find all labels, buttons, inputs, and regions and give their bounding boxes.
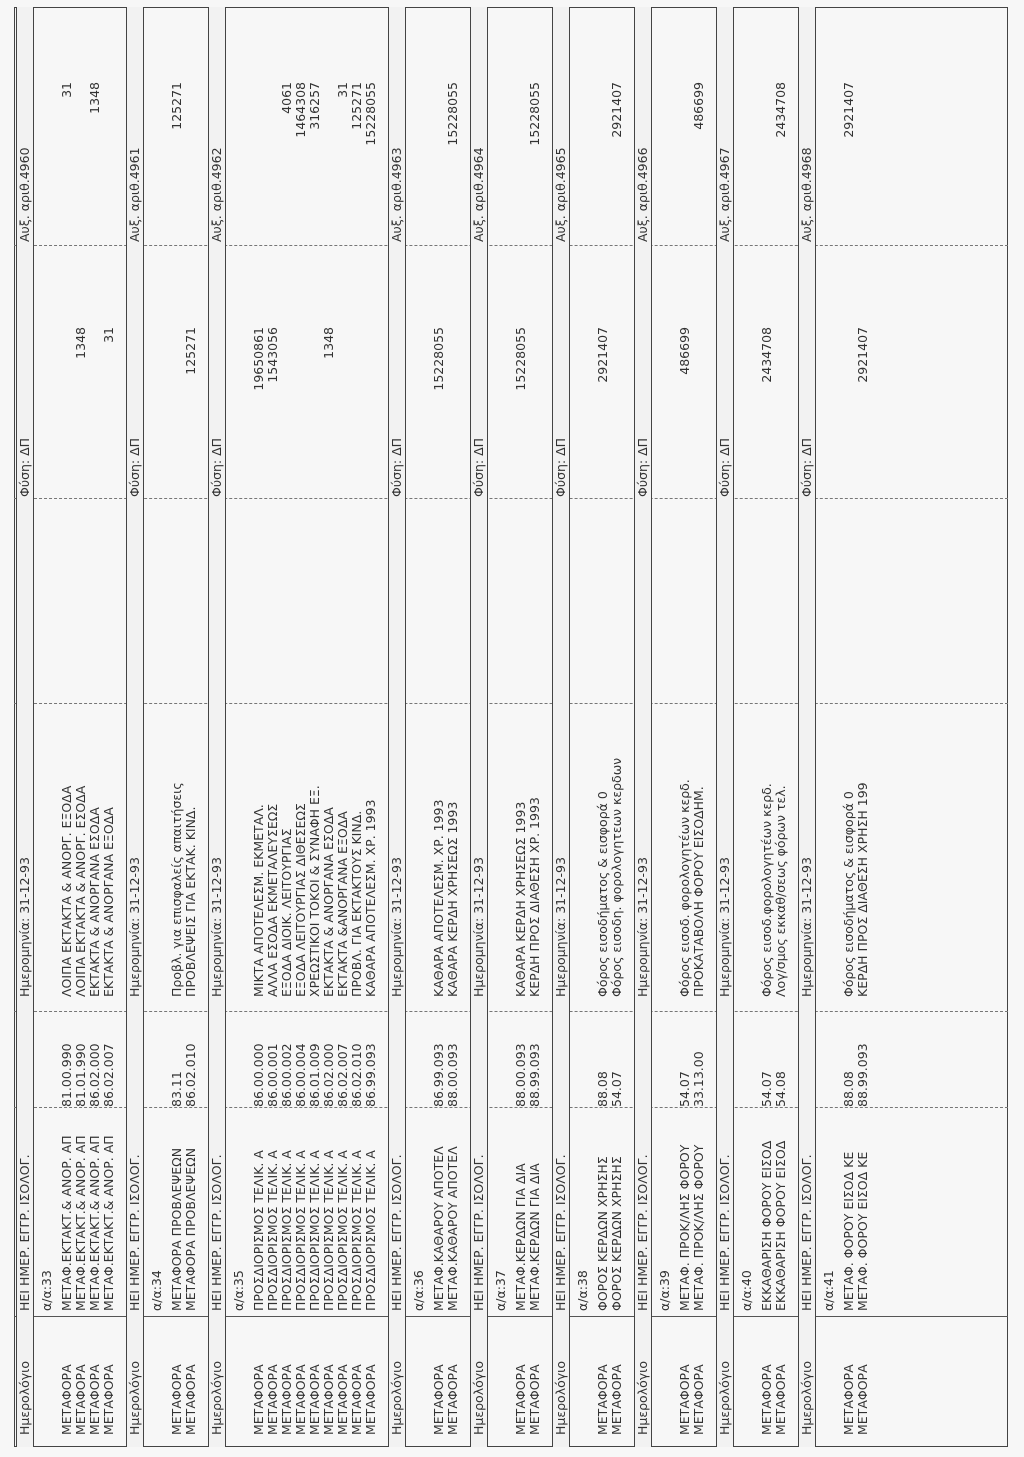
header-col1: Ημερολόγιο [389, 1360, 404, 1435]
column-divider [14, 245, 1008, 246]
entry-journal: ΜΕΤΑΦΟΡΑ [265, 1364, 280, 1435]
entry-credit: 1348 [87, 82, 102, 114]
entry-account: ΚΕΡΔΗ ΠΡΟΣ ΔΙΑΘΕΣΗ ΧΡΗΣΗ 199 [855, 782, 870, 997]
header-date: Ημερομηνία: 31-12-93 [209, 857, 224, 997]
header-nature: Φύση: ΔΠ [635, 437, 650, 497]
entry-code: 88.00.093 [445, 1043, 460, 1107]
entry-debit: 125271 [183, 327, 198, 375]
entry-debit: 1543056 [265, 327, 280, 383]
header-ref: Αυξ. αριθ.4965 [553, 147, 568, 242]
column-divider [14, 498, 1008, 499]
entry-journal: ΜΕΤΑΦΟΡΑ [321, 1364, 336, 1435]
entry-desc: ΜΕΤΑΦ. ΠΡΟΚ/ΛΗΣ ΦΟΡΟΥ [691, 1144, 706, 1311]
entry-journal: ΜΕΤΑΦΟΡΑ [431, 1364, 446, 1435]
entry-code: 54.08 [773, 1071, 788, 1107]
column-divider [14, 1107, 1008, 1108]
entry-desc: ΠΡΟΣΔΙΟΡΙΣΜΟΣ ΤΕΛΙΚ. Α [349, 1150, 364, 1311]
header-date: Ημερομηνία: 31-12-93 [553, 857, 568, 997]
entry-journal: ΜΕΤΑΦΟΡΑ [101, 1364, 116, 1435]
entry-code: 86.00.001 [265, 1043, 280, 1107]
entry-code: 86.00.002 [279, 1043, 294, 1107]
header-col2: ΗΕΙ ΗΜΕΡ. ΕΓΓΡ. ΙΣΟΛΟΓ. [799, 1154, 814, 1311]
entry-account: ΕΚΤΑΚΤΑ &ΑΝΟΡΓΑΝΑ ΕΞΟΔΑ [335, 811, 350, 997]
header-nature: Φύση: ΔΠ [127, 437, 142, 497]
entry-account: Προβλ. για επισφαλείς απαιτήσεις [169, 782, 184, 997]
entry-account: ΕΚΤΑΚΤΑ & ΑΝΟΡΓΑΝΑ ΕΣΟΔΑ [321, 807, 336, 997]
entry-number: α/α:33 [39, 1270, 54, 1311]
entry-code: 86.02.010 [183, 1043, 198, 1107]
entry-code: 86.02.010 [349, 1043, 364, 1107]
entry-code: 86.02.007 [101, 1043, 116, 1107]
entry-desc: ΦΟΡΟΣ ΚΕΡΔΩΝ ΧΡΗΣΗΣ [595, 1156, 610, 1311]
entry-desc: ΜΕΤΑΦ. ΦΟΡΟΥ ΕΙΣΟΔ ΚΕ [855, 1151, 870, 1311]
entry-credit: 31 [59, 82, 74, 98]
entry-desc: ΜΕΤΑΦ. ΠΡΟΚ/ΛΗΣ ΦΟΡΟΥ [677, 1144, 692, 1311]
header-date: Ημερομηνία: 31-12-93 [127, 857, 142, 997]
header-ref: Αυξ. αριθ.4964 [471, 147, 486, 242]
entry-desc: ΜΕΤΑΦ.ΕΚΤΑΚΤ.& ΑΝΟΡ. ΑΠ [87, 1135, 102, 1311]
header-ref: Αυξ. αριθ.4961 [127, 147, 142, 242]
entry-number: α/α:35 [231, 1270, 246, 1311]
header-col2: ΗΕΙ ΗΜΕΡ. ΕΓΓΡ. ΙΣΟΛΟΓ. [209, 1154, 224, 1311]
entry-journal: ΜΕΤΑΦΟΡΑ [855, 1364, 870, 1435]
header-col2: ΗΕΙ ΗΜΕΡ. ΕΓΓΡ. ΙΣΟΛΟΓ. [389, 1154, 404, 1311]
entry-credit: 31 [335, 82, 350, 98]
entry-desc: ΕΚΚΑΘΑΡΙΣΗ ΦΟΡΟΥ ΕΙΣΟΔ [759, 1140, 774, 1311]
entry-desc: ΜΕΤΑΦ.ΚΑΘΑΡΟΥ ΑΠΟΤΕΛ [431, 1146, 446, 1311]
header-date: Ημερομηνία: 31-12-93 [799, 857, 814, 997]
entry-journal: ΜΕΤΑΦΟΡΑ [677, 1364, 692, 1435]
entry-code: 83.11 [169, 1071, 184, 1107]
entry-journal: ΜΕΤΑΦΟΡΑ [307, 1364, 322, 1435]
header-col1: Ημερολόγιο [799, 1360, 814, 1435]
entry-account: ΕΚΤΑΚΤΑ & ΑΝΟΡΓΑΝΑ ΕΣΟΔΑ [87, 807, 102, 997]
entry-desc: ΜΕΤΑΦ.ΕΚΤΑΚΤ.& ΑΝΟΡ. ΑΠ [59, 1135, 74, 1311]
entry-number: α/α:36 [411, 1270, 426, 1311]
entry-account: ΧΡΕΩΣΤΙΚΟΙ ΤΟΚΟΙ & ΣΥΝΑΦΗ ΕΞ. [307, 785, 322, 997]
entry-desc: ΜΕΤΑΦΟΡΑ ΠΡΟΒΛΕΨΕΩΝ [169, 1147, 184, 1311]
entry-code: 88.00.093 [513, 1043, 528, 1107]
entry-desc: ΠΡΟΣΔΙΟΡΙΣΜΟΣ ΤΕΛΙΚ. Α [279, 1150, 294, 1311]
entry-desc: ΜΕΤΑΦ.ΚΕΡΔΩΝ ΓΙΑ ΔΙΑ [527, 1163, 542, 1311]
column-divider [14, 703, 1008, 704]
entry-account: Φόρος εισοδ. φορολογητέων κερδ. [677, 779, 692, 997]
header-col2: ΗΕΙ ΗΜΕΡ. ΕΓΓΡ. ΙΣΟΛΟΓ. [635, 1154, 650, 1311]
entry-desc: ΠΡΟΣΔΙΟΡΙΣΜΟΣ ΤΕΛΙΚ. Α [363, 1150, 378, 1311]
entry-code: 88.99.093 [527, 1043, 542, 1107]
entry-account: ΕΞΟΔΑ ΔΙΟΙΚ. ΛΕΙΤΟΥΡΓΙΑΣ [279, 828, 294, 997]
entry-journal: ΜΕΤΑΦΟΡΑ [363, 1364, 378, 1435]
entry-account: ΑΛΛΑ ΕΣΟΔΑ ΕΚΜΕΤΑΛΕΥΣΕΩΣ [265, 803, 280, 997]
entry-code: 88.08 [595, 1071, 610, 1107]
entry-account: ΜΙΚΤΑ ΑΠΟΤΕΛΕΣΜ. ΕΚΜΕΤΑΛ. [251, 804, 266, 997]
entry-code: 86.02.000 [87, 1043, 102, 1107]
entry-code: 86.99.093 [431, 1043, 446, 1107]
entry-number: α/α:37 [493, 1270, 508, 1311]
header-nature: Φύση: ΔΠ [17, 437, 32, 497]
entry-account: ΠΡΟΒΛ. ΓΙΑ ΕΚΤΑΚΤΟΥΣ ΚΙΝΔ. [349, 810, 364, 997]
entry-journal: ΜΕΤΑΦΟΡΑ [293, 1364, 308, 1435]
entry-desc: ΜΕΤΑΦ. ΦΟΡΟΥ ΕΙΣΟΔ ΚΕ [841, 1151, 856, 1311]
entry-credit: 15228055 [527, 82, 542, 146]
entry-debit: 19650861 [251, 327, 266, 391]
entry-code: 86.02.007 [335, 1043, 350, 1107]
header-nature: Φύση: ΔΠ [471, 437, 486, 497]
entry-desc: ΜΕΤΑΦΟΡΑ ΠΡΟΒΛΕΨΕΩΝ [183, 1147, 198, 1311]
entry-credit: 486699 [691, 82, 706, 130]
entry-debit: 31 [101, 327, 116, 343]
entry-account: ΠΡΟΒΛΕΨΕΙΣ ΓΙΑ ΕΚΤΑΚ. ΚΙΝΔ. [183, 806, 198, 997]
entry-debit: 1348 [321, 327, 336, 359]
entry-account: ΛΟΙΠΑ ΕΚΤΑΚΤΑ & ΑΝΟΡΓ. ΕΞΟΔΑ [59, 785, 74, 997]
entry-account: ΚΑΘΑΡΑ ΚΕΡΔΗ ΧΡΗΣΕΩΣ 1993 [445, 801, 460, 997]
header-date: Ημερομηνία: 31-12-93 [635, 857, 650, 997]
entry-journal: ΜΕΤΑΦΟΡΑ [183, 1364, 198, 1435]
entry-account: ΚΕΡΔΗ ΠΡΟΣ ΔΙΑΘΕΣΗ ΧΡ. 1993 [527, 797, 542, 997]
entry-desc: ΠΡΟΣΔΙΟΡΙΣΜΟΣ ΤΕΛΙΚ. Α [321, 1150, 336, 1311]
header-nature: Φύση: ΔΠ [209, 437, 224, 497]
entry-code: 54.07 [609, 1071, 624, 1107]
header-nature: Φύση: ΔΠ [799, 437, 814, 497]
entry-journal: ΜΕΤΑΦΟΡΑ [513, 1364, 528, 1435]
entry-number: α/α:34 [149, 1270, 164, 1311]
entry-desc: ΜΕΤΑΦ.ΚΑΘΑΡΟΥ ΑΠΟΤΕΛ [445, 1146, 460, 1311]
entry-code: 81.01.990 [73, 1043, 88, 1107]
header-nature: Φύση: ΔΠ [553, 437, 568, 497]
header-col1: Ημερολόγιο [717, 1360, 732, 1435]
entry-desc: ΠΡΟΣΔΙΟΡΙΣΜΟΣ ΤΕΛΙΚ. Α [307, 1150, 322, 1311]
entry-desc: ΠΡΟΣΔΙΟΡΙΣΜΟΣ ΤΕΛΙΚ. Α [251, 1150, 266, 1311]
entry-code: 88.08 [841, 1071, 856, 1107]
entry-code: 33.13.00 [691, 1051, 706, 1107]
entry-code: 86.02.000 [321, 1043, 336, 1107]
header-ref: Αυξ. αριθ.4962 [209, 147, 224, 242]
entry-credit: 2434708 [773, 82, 788, 138]
entry-code: 88.99.093 [855, 1043, 870, 1107]
entry-code: 86.00.000 [251, 1043, 266, 1107]
entry-account: Λογ/σμος εκκαθ/σεως φόρων τελ. [773, 785, 788, 997]
entry-credit: 15228055 [445, 82, 460, 146]
entry-journal: ΜΕΤΑΦΟΡΑ [445, 1364, 460, 1435]
entry-credit: 15228055 [363, 82, 378, 146]
entry-desc: ΠΡΟΣΔΙΟΡΙΣΜΟΣ ΤΕΛΙΚ. Α [293, 1150, 308, 1311]
header-col1: Ημερολόγιο [209, 1360, 224, 1435]
header-nature: Φύση: ΔΠ [717, 437, 732, 497]
entry-number: α/α:41 [821, 1270, 836, 1311]
entry-account: ΚΑΘΑΡΑ ΑΠΟΤΕΛΕΣΜ. ΧΡ. 1993 [431, 799, 446, 997]
entry-journal: ΜΕΤΑΦΟΡΑ [759, 1364, 774, 1435]
entry-debit: 15228055 [431, 327, 446, 391]
entry-journal: ΜΕΤΑΦΟΡΑ [169, 1364, 184, 1435]
entry-account: ΚΑΘΑΡΑ ΚΕΡΔΗ ΧΡΗΣΕΩΣ 1993 [513, 801, 528, 997]
entry-account: ΠΡΟΚΑΤΑΒΟΛΗ ΦΟΡΟΥ ΕΙΣΟΔΗΜ. [691, 786, 706, 997]
header-date: Ημερομηνία: 31-12-93 [471, 857, 486, 997]
entry-debit: 486699 [677, 327, 692, 375]
entry-credit: 316257 [307, 82, 322, 130]
header-col1: Ημερολόγιο [127, 1360, 142, 1435]
entry-credit: 4061 [279, 82, 294, 114]
entry-code: 54.07 [677, 1071, 692, 1107]
header-col2: ΗΕΙ ΗΜΕΡ. ΕΓΓΡ. ΙΣΟΛΟΓ. [471, 1154, 486, 1311]
header-col2: ΗΕΙ ΗΜΕΡ. ΕΓΓΡ. ΙΣΟΛΟΓ. [17, 1154, 32, 1311]
column-divider [14, 1011, 1008, 1012]
entry-journal: ΜΕΤΑΦΟΡΑ [87, 1364, 102, 1435]
entry-number: α/α:38 [575, 1270, 590, 1311]
entry-code: 86.00.004 [293, 1043, 308, 1107]
entry-account: ΕΚΤΑΚΤΑ & ΑΝΟΡΓΑΝΑ ΕΞΟΔΑ [101, 807, 116, 997]
entry-debit: 2921407 [855, 327, 870, 383]
header-col2: ΗΕΙ ΗΜΕΡ. ΕΓΓΡ. ΙΣΟΛΟΓ. [553, 1154, 568, 1311]
entry-debit: 1348 [73, 327, 88, 359]
header-col1: Ημερολόγιο [471, 1360, 486, 1435]
entry-journal: ΜΕΤΑΦΟΡΑ [251, 1364, 266, 1435]
header-ref: Αυξ. αριθ.4960 [17, 147, 32, 242]
entry-journal: ΜΕΤΑΦΟΡΑ [595, 1364, 610, 1435]
header-col1: Ημερολόγιο [17, 1360, 32, 1435]
entry-journal: ΜΕΤΑΦΟΡΑ [279, 1364, 294, 1435]
entry-journal: ΜΕΤΑΦΟΡΑ [691, 1364, 706, 1435]
header-ref: Αυξ. αριθ.4963 [389, 147, 404, 242]
entry-journal: ΜΕΤΑΦΟΡΑ [773, 1364, 788, 1435]
entry-desc: ΠΡΟΣΔΙΟΡΙΣΜΟΣ ΤΕΛΙΚ. Α [335, 1150, 350, 1311]
entry-code: 54.07 [759, 1071, 774, 1107]
entry-credit: 2921407 [841, 82, 856, 138]
header-date: Ημερομηνία: 31-12-93 [717, 857, 732, 997]
entry-code: 86.99.093 [363, 1043, 378, 1107]
entry-journal: ΜΕΤΑΦΟΡΑ [73, 1364, 88, 1435]
entry-code: 81.00.990 [59, 1043, 74, 1107]
entry-journal: ΜΕΤΑΦΟΡΑ [527, 1364, 542, 1435]
header-col2: ΗΕΙ ΗΜΕΡ. ΕΓΓΡ. ΙΣΟΛΟΓ. [717, 1154, 732, 1311]
entry-number: α/α:40 [739, 1270, 754, 1311]
entry-desc: ΜΕΤΑΦ.ΚΕΡΔΩΝ ΓΙΑ ΔΙΑ [513, 1163, 528, 1311]
entry-account: Φόρος εισοδη. φορολογητεων κερδων [609, 757, 624, 997]
entry-account: ΚΑΘΑΡΑ ΑΠΟΤΕΛΕΣΜ. ΧΡ. 1993 [363, 799, 378, 997]
column-divider [14, 1316, 1008, 1317]
entry-account: Φόρος εισοδήματος & εισφορά 0 [841, 791, 856, 997]
header-ref: Αυξ. αριθ.4968 [799, 147, 814, 242]
entry-desc: ΕΚΚΑΘΑΡΙΣΗ ΦΟΡΟΥ ΕΙΣΟΔ [773, 1140, 788, 1311]
entry-desc: ΜΕΤΑΦ.ΕΚΤΑΚΤ.& ΑΝΟΡ. ΑΠ [101, 1135, 116, 1311]
entry-debit: 2434708 [759, 327, 774, 383]
header-col2: ΗΕΙ ΗΜΕΡ. ΕΓΓΡ. ΙΣΟΛΟΓ. [127, 1154, 142, 1311]
header-col1: Ημερολόγιο [635, 1360, 650, 1435]
header-nature: Φύση: ΔΠ [389, 437, 404, 497]
entry-account: Φόρος εισοδήματος & εισφορά 0 [595, 791, 610, 997]
entry-credit: 1464308 [293, 82, 308, 138]
entry-credit: 125271 [349, 82, 364, 130]
entry-journal: ΜΕΤΑΦΟΡΑ [349, 1364, 364, 1435]
header-date: Ημερομηνία: 31-12-93 [17, 857, 32, 997]
header-ref: Αυξ. αριθ.4966 [635, 147, 650, 242]
entry-code: 86.01.009 [307, 1043, 322, 1107]
entry-number: α/α:39 [657, 1270, 672, 1311]
entry-desc: ΠΡΟΣΔΙΟΡΙΣΜΟΣ ΤΕΛΙΚ. Α [265, 1150, 280, 1311]
entry-desc: ΦΟΡΟΣ ΚΕΡΔΩΝ ΧΡΗΣΗΣ [609, 1156, 624, 1311]
entry-debit: 15228055 [513, 327, 528, 391]
entry-journal: ΜΕΤΑΦΟΡΑ [59, 1364, 74, 1435]
entry-account: Φόρος εισοδ.φορολογητέων κερδ. [759, 783, 774, 997]
entry-account: ΕΞΟΔΑ ΛΕΙΤΟΥΡΓΙΑΣ ΔΙΘΕΣΕΩΣ [293, 803, 308, 997]
entry-debit: 2921407 [595, 327, 610, 383]
header-col1: Ημερολόγιο [553, 1360, 568, 1435]
entry-journal: ΜΕΤΑΦΟΡΑ [841, 1364, 856, 1435]
entry-journal: ΜΕΤΑΦΟΡΑ [609, 1364, 624, 1435]
entry-desc: ΜΕΤΑΦ.ΕΚΤΑΚΤ.& ΑΝΟΡ. ΑΠ [73, 1135, 88, 1311]
entry-journal: ΜΕΤΑΦΟΡΑ [335, 1364, 350, 1435]
header-ref: Αυξ. αριθ.4967 [717, 147, 732, 242]
header-date: Ημερομηνία: 31-12-93 [389, 857, 404, 997]
entry-credit: 2921407 [609, 82, 624, 138]
entry-credit: 125271 [169, 82, 184, 130]
entry-account: ΛΟΙΠΑ ΕΚΤΑΚΤΑ & ΑΝΟΡΓ. ΕΣΟΔΑ [73, 785, 88, 997]
